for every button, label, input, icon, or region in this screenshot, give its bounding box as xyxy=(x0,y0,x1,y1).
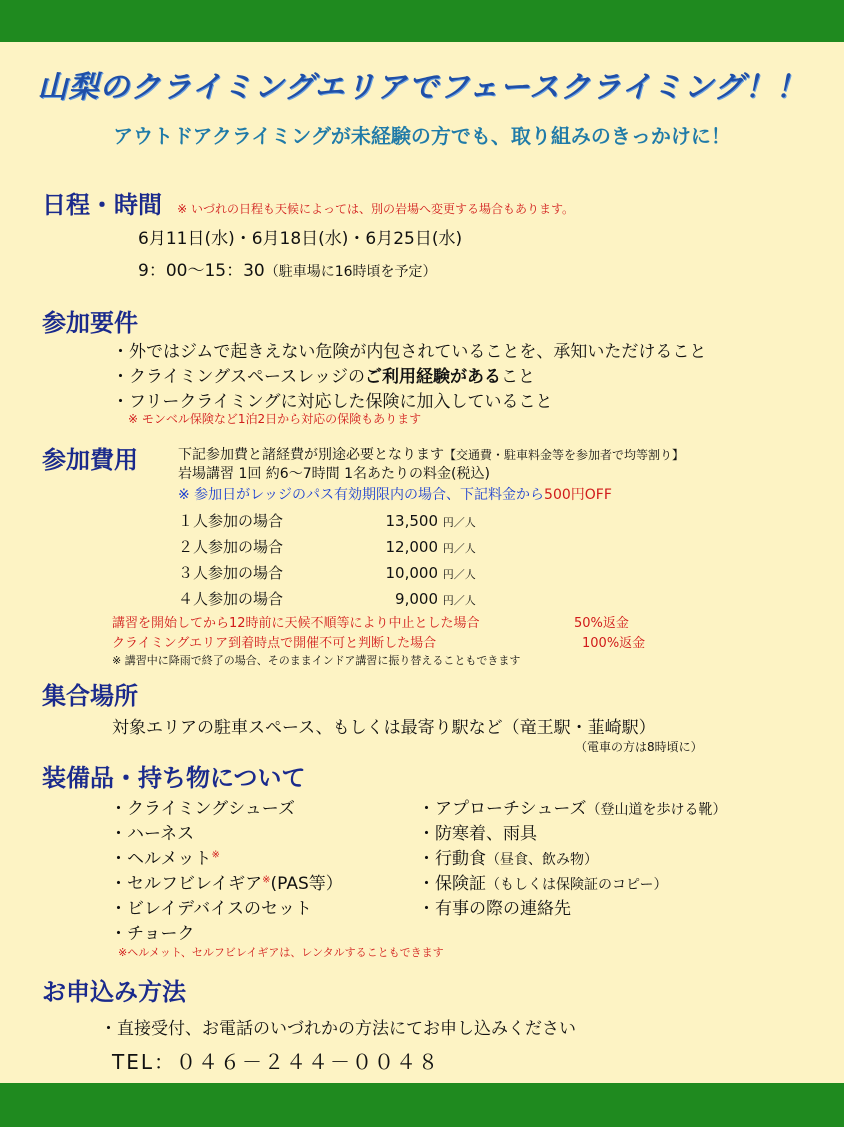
price-row xyxy=(178,536,476,557)
equipment-item: ・ハーネス xyxy=(110,824,195,844)
equipment-item xyxy=(418,869,667,894)
equipment-item: ・防寒着、雨具 xyxy=(418,824,537,844)
price-row xyxy=(178,562,476,583)
page-subtitle: アウトドアクライミングが未経験の方でも、取り組みのきっかけに！ xyxy=(113,124,731,148)
refund-2-value: 100%返金 xyxy=(582,636,646,651)
price-label: ４人参加の場合 xyxy=(178,590,284,608)
helmet-mark: ※ xyxy=(211,849,220,861)
price-value: 13,500 xyxy=(385,512,438,530)
requirement-item-2-bold: ご利用経験がある xyxy=(364,367,501,387)
selfbelay-mark: ※ xyxy=(262,874,271,886)
meeting-text: 対象エリアの駐車スペース、もしくは最寄り駅など（竜王駅・韮崎駅） xyxy=(112,718,656,738)
fee-discount xyxy=(178,484,612,504)
price-unit: 円／人 xyxy=(442,594,476,607)
apply-heading: お申込み方法 xyxy=(42,978,186,1006)
equipment-note: ※ヘルメット、セルフビレイギアは、レンタルすることもできます xyxy=(118,946,444,959)
requirement-item-1: ・外ではジムで起きえない危険が内包されていることを、承知いただけること xyxy=(112,342,707,362)
equipment-food-note: （昼食、飲み物） xyxy=(486,852,598,868)
schedule-heading: 日程・時間 xyxy=(42,191,162,219)
requirement-item-2 xyxy=(112,362,535,387)
price-row xyxy=(178,588,476,609)
equipment-heading: 装備品・持ち物について xyxy=(42,764,306,792)
schedule-note: ※ いづれの日程も天候によっては、別の岩場へ変更する場合もあります。 xyxy=(177,202,575,216)
equipment-item: ・チョーク xyxy=(110,924,195,944)
fee-line-2: 岩場講習 1回 約6～7時間 1名あたりの料金(税込) xyxy=(178,466,490,482)
schedule-section xyxy=(42,185,574,220)
schedule-time-note: （駐車場に16時頃を予定） xyxy=(264,264,437,280)
fee-note: ※ 講習中に降雨で終了の場合、そのままインドア講習に振り替えることもできます xyxy=(112,654,521,667)
price-unit: 円／人 xyxy=(442,542,476,555)
top-green-bar xyxy=(0,0,844,42)
equipment-approach-note: （登山道を歩ける靴） xyxy=(586,802,727,818)
price-value: 12,000 xyxy=(385,538,438,556)
fee-line-1 xyxy=(178,444,684,464)
fee-discount-amount: 500円OFF xyxy=(544,487,612,503)
price-value: 9,000 xyxy=(395,590,438,608)
equipment-item xyxy=(418,794,726,819)
equipment-helmet: ・ヘルメット xyxy=(110,849,212,869)
price-label: １人参加の場合 xyxy=(178,512,284,530)
page-title: 山梨のクライミングエリアでフェースクライミング！！ xyxy=(37,70,807,105)
meeting-note: （電車の方は8時頃に） xyxy=(575,740,703,754)
equipment-item xyxy=(110,869,343,894)
bottom-green-bar xyxy=(0,1083,844,1127)
refund-1-value: 50%返金 xyxy=(574,616,629,631)
fee-line-1-note: 【交通費・駐車料金等を参加者で均等割り】 xyxy=(444,448,685,462)
schedule-time: 9：00～15：30 xyxy=(138,261,265,281)
meeting-heading: 集合場所 xyxy=(42,682,138,710)
equipment-item xyxy=(418,844,598,869)
refund-row-1 xyxy=(112,612,629,631)
apply-tel: TEL：０４６－２４４－００４８ xyxy=(112,1050,440,1074)
price-unit: 円／人 xyxy=(442,516,476,529)
refund-row-2 xyxy=(112,632,645,651)
requirements-heading: 参加要件 xyxy=(42,309,138,337)
equipment-selfbelay-post: (PAS等） xyxy=(270,874,343,894)
fee-heading: 参加費用 xyxy=(42,446,138,474)
price-row xyxy=(178,510,476,531)
schedule-dates: 6月11日(水)・6月18日(水)・6月25日(水) xyxy=(138,229,463,249)
equipment-item: ・クライミングシューズ xyxy=(110,799,295,819)
price-label: ２人参加の場合 xyxy=(178,538,284,556)
equipment-item xyxy=(110,844,220,869)
fee-discount-text: ※ 参加日がレッジのパス有効期限内の場合、下記料金から xyxy=(178,487,545,503)
price-unit: 円／人 xyxy=(442,568,476,581)
requirements-note: ※ モンベル保険など1泊2日から対応の保険もあります xyxy=(128,412,422,426)
requirement-item-2-pre: ・クライミングスペースレッジの xyxy=(112,367,365,387)
equipment-selfbelay: ・セルフビレイギア xyxy=(110,874,263,894)
schedule-time-line xyxy=(138,256,437,281)
equipment-insurance-note: （もしくは保険証のコピー） xyxy=(486,877,668,893)
fee-line-1-text: 下記参加費と諸経費が別途必要となります xyxy=(178,447,444,463)
equipment-approach: ・アプローチシューズ xyxy=(418,799,587,819)
price-label: ３人参加の場合 xyxy=(178,564,284,582)
price-value: 10,000 xyxy=(385,564,438,582)
requirement-item-2-post: こと xyxy=(500,367,535,387)
equipment-item: ・ビレイデバイスのセット xyxy=(110,899,312,919)
apply-text: ・直接受付、お電話のいづれかの方法にてお申し込みください xyxy=(100,1019,576,1039)
equipment-item: ・有事の際の連絡先 xyxy=(418,899,571,919)
refund-2-label: クライミングエリア到着時点で開催不可と判断した場合 xyxy=(112,636,437,651)
refund-1-label: 講習を開始してから12時前に天候不順等により中止とした場合 xyxy=(112,616,480,631)
equipment-food: ・行動食 xyxy=(418,849,486,869)
equipment-insurance: ・保険証 xyxy=(418,874,486,894)
requirement-item-3: ・フリークライミングに対応した保険に加入していること xyxy=(112,392,553,412)
